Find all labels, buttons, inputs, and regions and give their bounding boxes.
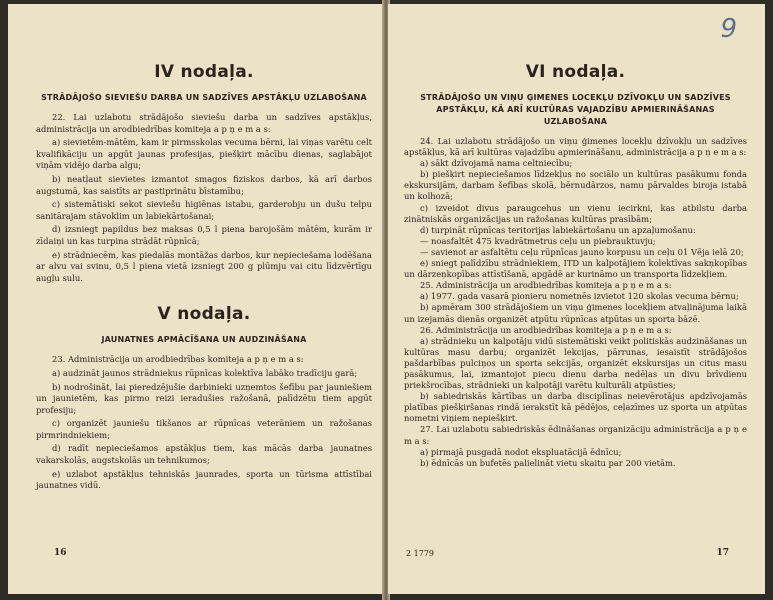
handwritten-mark: 9 <box>720 14 737 44</box>
paragraph: b) piešķirt nepieciešamos līdzekļus no sociālo un kultūras pasākumu fonda ekskursijām, darbam šefības skolā, bērnudārzos, namu pārvaldes biroja istabā un kolhozā; <box>404 169 747 202</box>
paragraph: a) sākt dzīvojamā nama celtniecību; <box>420 158 573 169</box>
printer-signature: 2 1779 <box>406 549 434 558</box>
paragraph: d) izsniegt papildus bez maksas 0,5 l piena barojošām mātēm, kurām ir zīdaiņi un kas turpina strādāt rūpnīcā; <box>36 224 372 246</box>
page-number: 17 <box>716 548 729 558</box>
paragraph: d) radīt nepieciešamos apstākļus tiem, kas mācās darba jaunatnes vakarskolās, augstskolās un tehnikumos; <box>36 443 372 466</box>
paragraph: — noasfaltēt 475 kvadrātmetrus ceļu un piebrauktuvju; <box>420 235 656 246</box>
paragraph: b) nodrošināt, lai pieredzējušie darbinieki uzņemtos šefību par jauniešiem un jaunietēm, kas pirmo reizi ieradušies ražošanā, palīdzētu tiem apgūt profesiju; <box>36 381 372 415</box>
paragraph: a) sievietēm-mātēm, kam ir pirmsskolas vecuma bērni, lai viņas varētu celt kvalifikāciju un apgūt jaunas profesijas, piešķirt mācību dienas, saglabājot viņām vidējo darba algu; <box>36 137 372 171</box>
paragraph: 23. Administrācija un arodbiedrības komiteja a p ņ e m a s: <box>52 354 304 365</box>
right-page <box>388 4 765 594</box>
chapter-iv-subtitle: STRĀDĀJOŠO SIEVIEŠU DARBA UN SADZĪVES APSTĀKĻU UZLABOŠANA <box>41 93 367 102</box>
paragraph: b) sabiedriskās kārtības un darba disciplīnas neievērotājus apdzīvojamās platības piešķiršanas rindā ierakstīt kā pēdējos, ceļazīmes uz sporta un atpūtas nometni viņiem nepiešķirt. <box>404 391 747 424</box>
paragraph: a) 1977. gada vasarā pionieru nometnēs izvietot 120 skolas vecuma bērnu; <box>420 291 739 302</box>
paragraph: e) sniegt palīdzību strādniekiem, ITD un kalpotājiem kolektīvas sakņkopības un dārzeņkopības attīstīšanā, apgādē ar kurināmo un transporta līdzekļiem. <box>404 258 747 280</box>
page-number: 16 <box>54 548 67 558</box>
paragraph: — savienot ar asfaltētu ceļu rūpnīcas jauno korpusu un ceļu 01 Vējа ielā 20; <box>420 246 744 257</box>
paragraph: a) pirmajā pusgadā nodot ekspluatācijā ēdnīcu; <box>420 446 622 457</box>
paragraph: 24. Lai uzlabotu strādājošo un viņu ģimenes locekļu dzīvokļu un sadzīves apstākļus, kā arī kultūras vajadzību apmierināšanu, administrācija a p ņ e m a s: <box>404 136 747 158</box>
paragraph: b) apmēram 300 strādājošiem un viņu ģimenes locekļiem atvaļinājuma laikā un izejamās dienās organizēt atpūtu rūpnīcas atpūtas un sporta bāzē. <box>404 302 747 324</box>
paragraph: b) ēdnīcās un bufetēs palielināt vietu skaitu par 200 vietām. <box>420 457 676 468</box>
left-page <box>8 4 384 594</box>
paragraph: c) izveidot divus paraugcehus un vienu iecirkni, kas atbilstu darba zinātniskās organizācijas un ražošanas kultūras prasībām; <box>404 202 747 224</box>
paragraph: b) neatļaut sievietes izmantot smagos fiziskos darbos, kā arī darbos augstumā, kas saistīts ar pastiprinātu bīstamību; <box>36 173 372 196</box>
chapter-vi-subtitle: STRĀDĀJOŠO UN VIŅU ĢIMENES LOCEKĻU DZĪVOKĻU UN SADZĪVES APSTĀKĻU, KĀ ARĪ KULTŪRAS VAJADZĪBU APMIERINĀŠANAS UZLABOŠANA <box>420 93 731 126</box>
chapter-iv-title: IV nodaļa. <box>154 62 254 82</box>
paragraph: 27. Lai uzlabotu sabiedriskās ēdināšanas organizāciju administrācija a p ņ e m a s: <box>404 424 747 446</box>
chapter-v-title: V nodaļa. <box>157 304 251 325</box>
paragraph: c) sistemātiski sekot sieviešu higiēnas istabu, garderobju un dušu telpu sanitārajam stāvoklim un labiekārtošanai; <box>36 199 372 221</box>
paragraph: c) organizēt jauniešu tikšanos ar rūpnīcas veterāniem un ražošanas pirmrindniekiem; <box>36 418 372 440</box>
paragraph: a) audzināt jaunos strādniekus rūpnīcas kolektīva labāko tradīciju garā; <box>52 367 358 378</box>
paragraph: e) uzlabot apstākļus tehniskās jaunrades, sporta un tūrisma attīstībai jaunatnes vidū. <box>36 468 372 491</box>
paragraph: a) strādnieku un kalpotāju vidū sistemātiski veikt politiskās audzināšanas un kultūras masu darbu; organizēt lekcijas, pārrunas, iesaistīt strādājošos pašdarbības pulciņos un sporta sekcijās, organizēt ekskursijas un citus masu pasākumus, lai, izmantojot piecu dienu darba nedēļas un divu brīvdienu priekšrocības, strādnieki un kalpotāji varētu kulturāli atpūsties; <box>404 335 747 391</box>
ghost-mark: ​ <box>27 22 33 52</box>
chapter-v-subtitle: JAUNATNES APMĀCĪŠANA UN AUDZINĀŠANA <box>101 335 307 345</box>
paragraph: e) strādniecēm, kas piedalās montāžas darbos, kur nepieciešama lodēšana ar alvu vai svinu, 0,5 l piena vietā izsniegt 200 g plūmju vai citu līdzvērtīgu augļu sulu. <box>36 249 372 283</box>
paragraph: d) turpināt rūpnīcas teritorijas labiekārtošanu un apzaļumošanu: <box>420 224 696 235</box>
chapter-vi-title: VI nodaļa. <box>525 62 626 82</box>
paragraph: 26. Administrācija un arodbiedrības komiteja a p ņ e m a s: <box>420 324 672 335</box>
paragraph: 25. Administrācija un arodbiedrības komiteja a p ņ e m a s: <box>420 280 672 291</box>
paragraph: 22. Lai uzlabotu strādājošo sieviešu darba un sadzīves apstākļus, administrācija un arodbiedrības komiteja a p ņ e m a s: <box>36 112 372 134</box>
